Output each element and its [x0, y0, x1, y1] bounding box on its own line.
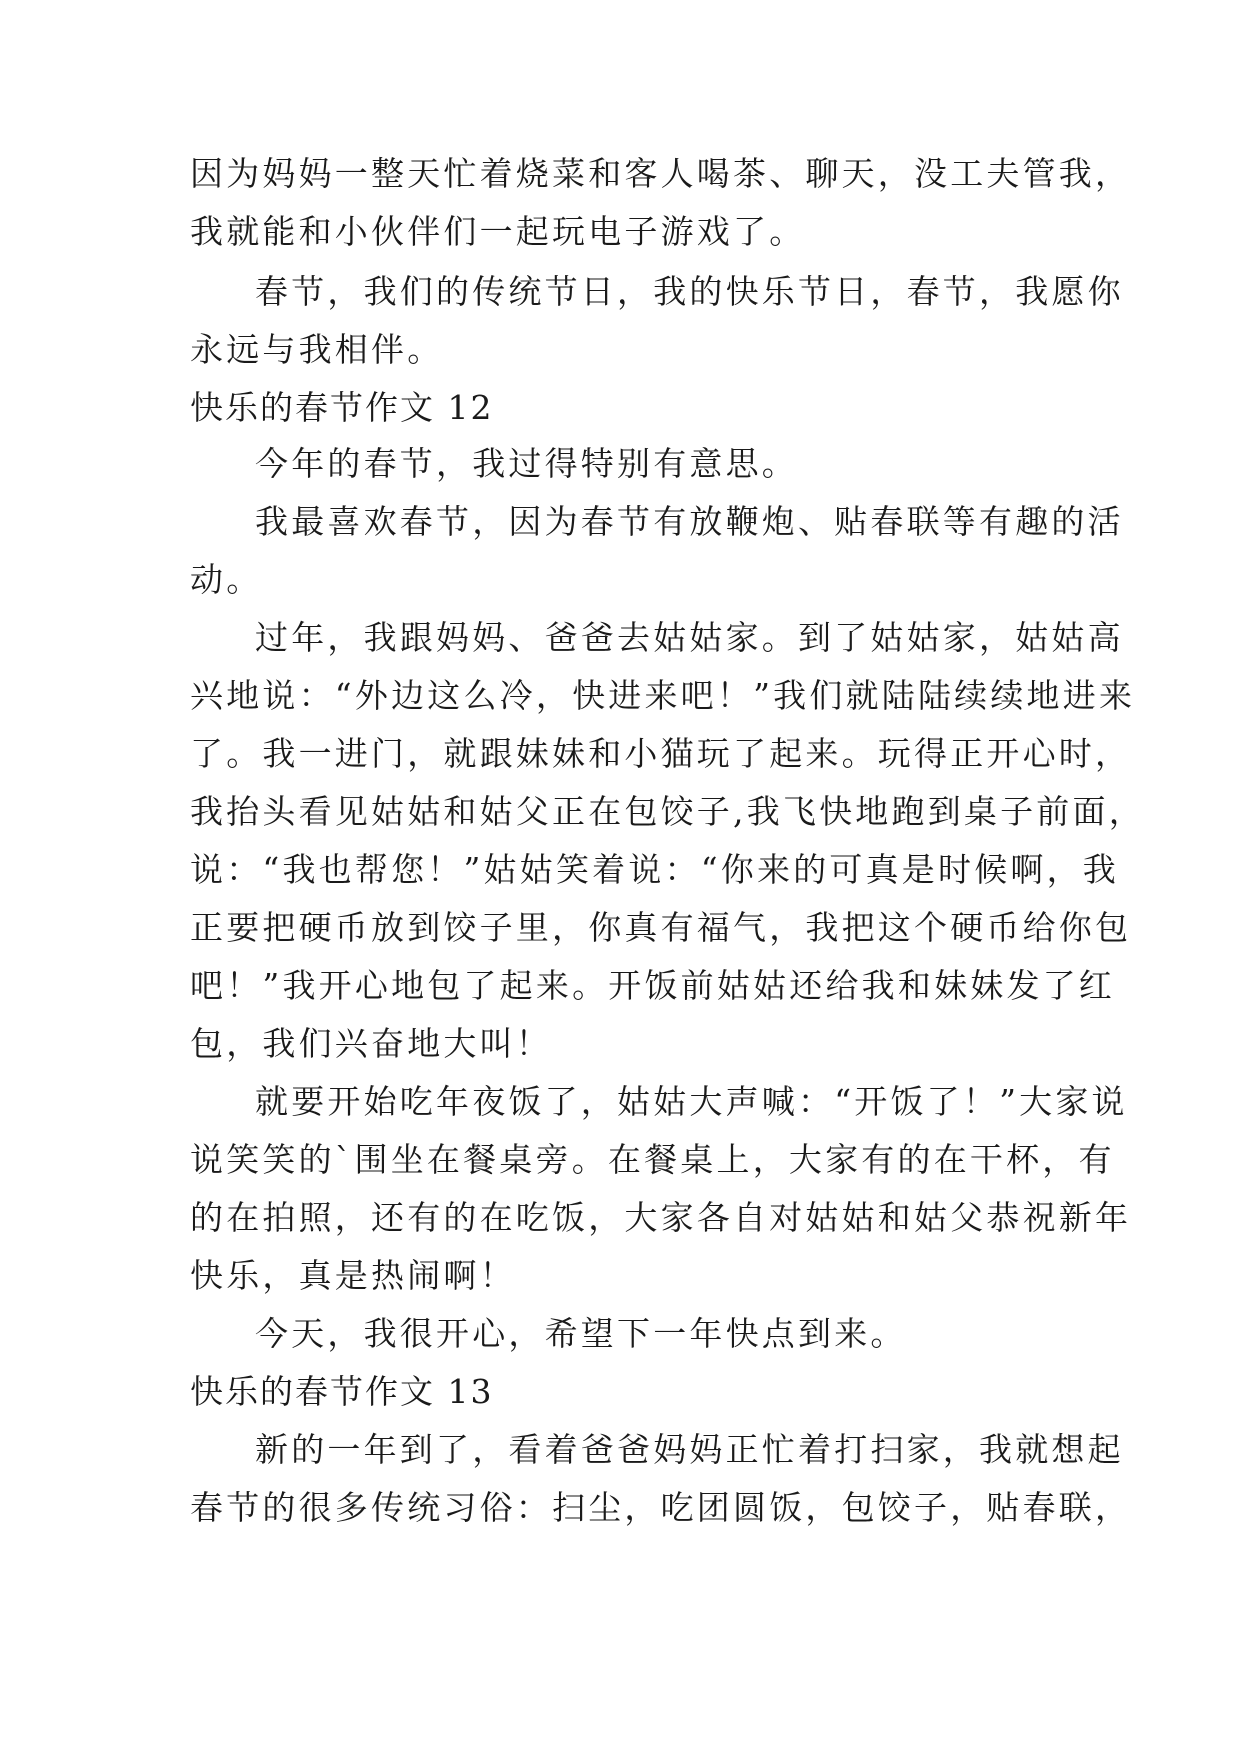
paragraph-start: 我最喜欢春节，因为春节有放鞭炮、贴春联等有趣的活: [255, 502, 1124, 541]
section-heading: 快乐的春节作文 13: [190, 1372, 494, 1411]
paragraph-start: 今天，我很开心，希望下一年快点到来。: [255, 1314, 907, 1353]
text-line: 快乐，真是热闹啊！: [190, 1256, 516, 1295]
text-line: 的在拍照，还有的在吃饭，大家各自对姑姑和姑父恭祝新年: [190, 1198, 1132, 1237]
text-line: 说：“我也帮您！”姑姑笑着说：“你来的可真是时候啊，我: [190, 850, 1120, 889]
section-heading: 快乐的春节作文 12: [190, 388, 494, 427]
text-line: 了。我一进门，就跟妹妹和小猫玩了起来。玩得正开心时，: [190, 734, 1132, 773]
paragraph-start: 就要开始吃年夜饭了，姑姑大声喊：“开饭了！”大家说: [255, 1082, 1128, 1121]
text-line: 春节的很多传统习俗：扫尘，吃团圆饭，包饺子，贴春联，: [190, 1488, 1132, 1527]
text-line: 吧！”我开心地包了起来。开饭前姑姑还给我和妹妹发了红: [190, 966, 1116, 1005]
text-line: 我就能和小伙伴们一起玩电子游戏了。: [190, 212, 806, 251]
text-line: 包，我们兴奋地大叫！: [190, 1024, 552, 1063]
text-line: 因为妈妈一整天忙着烧菜和客人喝茶、聊天，没工夫管我，: [190, 154, 1132, 193]
text-line: 动。: [190, 560, 263, 599]
text-line: 我抬头看见姑姑和姑父正在包饺子,我飞快地跑到桌子前面，: [190, 792, 1145, 831]
paragraph-start: 过年，我跟妈妈、爸爸去姑姑家。到了姑姑家，姑姑高: [255, 618, 1124, 657]
paragraph-start: 今年的春节，我过得特别有意思。: [255, 444, 798, 483]
paragraph-start: 新的一年到了，看着爸爸妈妈正忙着打扫家，我就想起: [255, 1430, 1124, 1469]
text-line: 兴地说：“外边这么冷，快进来吧！”我们就陆陆续续地进来: [190, 676, 1136, 715]
paragraph-start: 春节，我们的传统节日，我的快乐节日，春节，我愿你: [255, 272, 1124, 311]
text-line: 正要把硬币放到饺子里，你真有福气，我把这个硬币给你包: [190, 908, 1132, 947]
text-line: 说笑笑的`围坐在餐桌旁。在餐桌上，大家有的在干杯，有: [190, 1140, 1115, 1179]
text-line: 永远与我相伴。: [190, 330, 444, 369]
